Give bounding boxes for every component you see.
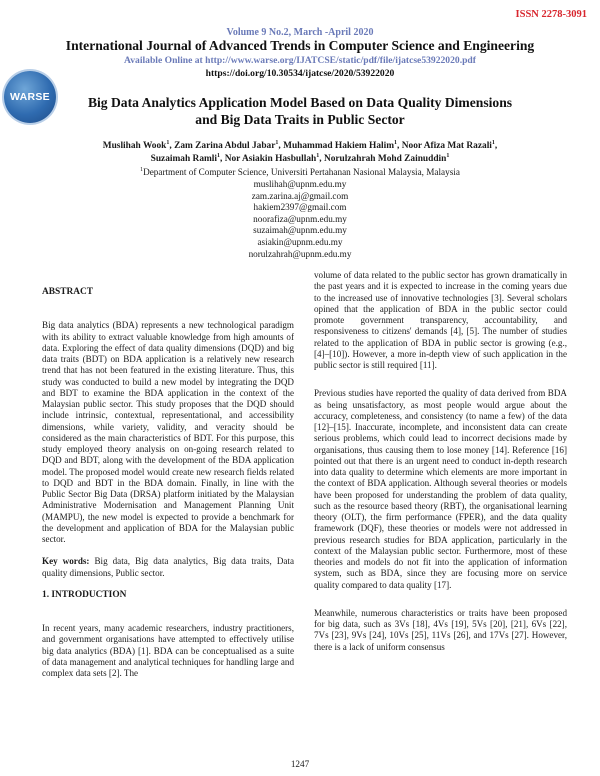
right-column	[314, 270, 567, 664]
paragraph: Meanwhile, numerous characteristics or traits have been proposed for big data, such as 3Vs [18], 4Vs [19], 5Vs [20], [21], 6Vs [22], 7Vs [23], 9Vs [24], 10Vs [25], 11Vs [26], and 17Vs [27]. However, there is a lack of uniform consensus	[314, 607, 567, 652]
email: suzaimah@upnm.edu.my	[253, 225, 347, 236]
page-number: 1247	[290, 759, 310, 769]
email: muslihah@upnm.edu.my	[253, 179, 347, 189]
author: Zam Zarina Abdul Jabar$^1$,	[174, 139, 284, 151]
email-list	[40, 179, 560, 260]
warse-logo	[4, 71, 56, 123]
author: Noor Afiza Mat Razali$^1$,	[401, 139, 498, 151]
email: asiakin@upnm.edu.my	[257, 236, 343, 247]
email: zam.zarina.aj@gmail.com	[251, 190, 349, 201]
introduction-heading: 1. INTRODUCTION	[42, 589, 127, 600]
introduction-text: In recent years, many academic researchers, industry practitioners, and government organisations have attempted to effectively utilise big data analytics (BDA) [1]. BDA can be conceptualised as a suite of data management and analytical techniques for handling large and complex data sets [2]. The	[42, 623, 294, 678]
paper-title: Big Data Analytics Application Model Based on Data Quality Dimensions and Big Data Traits in Public Sector	[87, 95, 513, 127]
online-url: Available Online at http://www.warse.org/IJATCSE/static/pdf/file/ijatcse53922020.pdf	[124, 55, 476, 66]
author: Norulzahrah Mohd Zainuddin$^1$	[323, 152, 450, 164]
doi: https://doi.org/10.30534/ijatcse/2020/53922020	[205, 68, 395, 79]
author-list	[40, 140, 560, 166]
abstract-heading: ABSTRACT	[42, 287, 94, 297]
left-column	[42, 270, 294, 690]
author: Muslihah Wook$^1$,	[102, 139, 175, 151]
author: Muhammad Hakiem Halim$^1$,	[283, 139, 402, 151]
author: Nor Asiakin Hasbullah$^1$,	[224, 152, 324, 164]
paragraph: volume of data related to the public sector has grown dramatically in the past years and it is expected to increase in the coming years due to the increased use of innovative technologies [3]. Several scholars opined that the application of BDA in the public sector could promote government transparency, accountability, and responsiveness to citizens' demands [4], [5]. The number of studies related to the application of BDA in public sector is growing (e.g., [4]–[10]). However, a more in-depth view of such application in the public sector is still required [11].	[314, 270, 567, 370]
volume-info: Volume 9 No.2, March -April 2020	[226, 27, 374, 38]
email: norulzahrah@upnm.edu.my	[248, 248, 352, 259]
email: hakiem2397@gmail.com	[253, 202, 347, 213]
issn: ISSN 2278-3091	[515, 9, 587, 20]
affiliation: $^1$Department of Computer Science, Universiti Pertahanan Nasional Malaysia, Malaysia	[140, 166, 460, 177]
author: Suzaimah Ramli$^1$,	[150, 152, 225, 164]
abstract-text: Big data analytics (BDA) represents a new technological paradigm with its ability to extract valuable knowledge from high amounts of data. Exploring the effect of data quality dimensions (DQD) and big data traits (BDT) on BDA application is a relatively new research trend that has not been featured in the existing literature. Thus, this study was conducted to build a new model by integrating the DQD and BDT to examine the BDA application in the context of the Malaysian public sector. This study proposes that the DQD should include intrinsic, contextual, representational, and accessibility dimensions, while variety, validity, and veracity should be considered as the main characteristics of BDT. For this purpose, this study employed theory analysis on on-going research related to DQD and BDT, along with the development of the BDA application model. The proposed model would create new research fields related to DQD and BDT in the BDA domain. Finally, in line with the Public Sector Big Data (DRSA) platform initiated by the Malaysian Administrative Modernisation and Management Planning Unit (MAMPU), the new model is expected to provide a benchmark for the development and application of BDA for the Malaysian public sector.	[42, 320, 294, 544]
logo-text: WARSE	[9, 91, 50, 103]
journal-title: International Journal of Advanced Trends in Computer Science and Engineering	[65, 38, 535, 53]
email: noorafiza@upnm.edu.my	[253, 213, 347, 224]
keywords: Key words: Big data, Big data analytics, Big data traits, Data quality dimensions, Public sector.	[42, 556, 294, 578]
paragraph: Previous studies have reported the quality of data derived from BDA as being unsatisfactory, as most people would argue about the accuracy, completeness, and consistency (to name a few) of the data [12]–[15]. Inaccurate, incomplete, and inconsistent data can create serious problems, which could lead to incorrect decisions made by organisations, thus causing them to lose money [14]. Reference [16] pointed out that there is an urgent need to conduct in-depth research into data quality to determine which elements are more important in the context of BDA application. Although several theories or models have been proposed for understanding the problem of data quality, such as the resource based theory (RBT), the organisational learning theory (OLT), the firm performance (FPER), and the data quality framework (DQF), these theories or models were not addressed in previous research studies for BDA application, particularly in the context of the Malaysian public sector. Furthermore, most of these theories and models do not fit into the application of information system, such as BDA, since they are focusing more on service quality compared to data quality [17].	[314, 388, 567, 590]
